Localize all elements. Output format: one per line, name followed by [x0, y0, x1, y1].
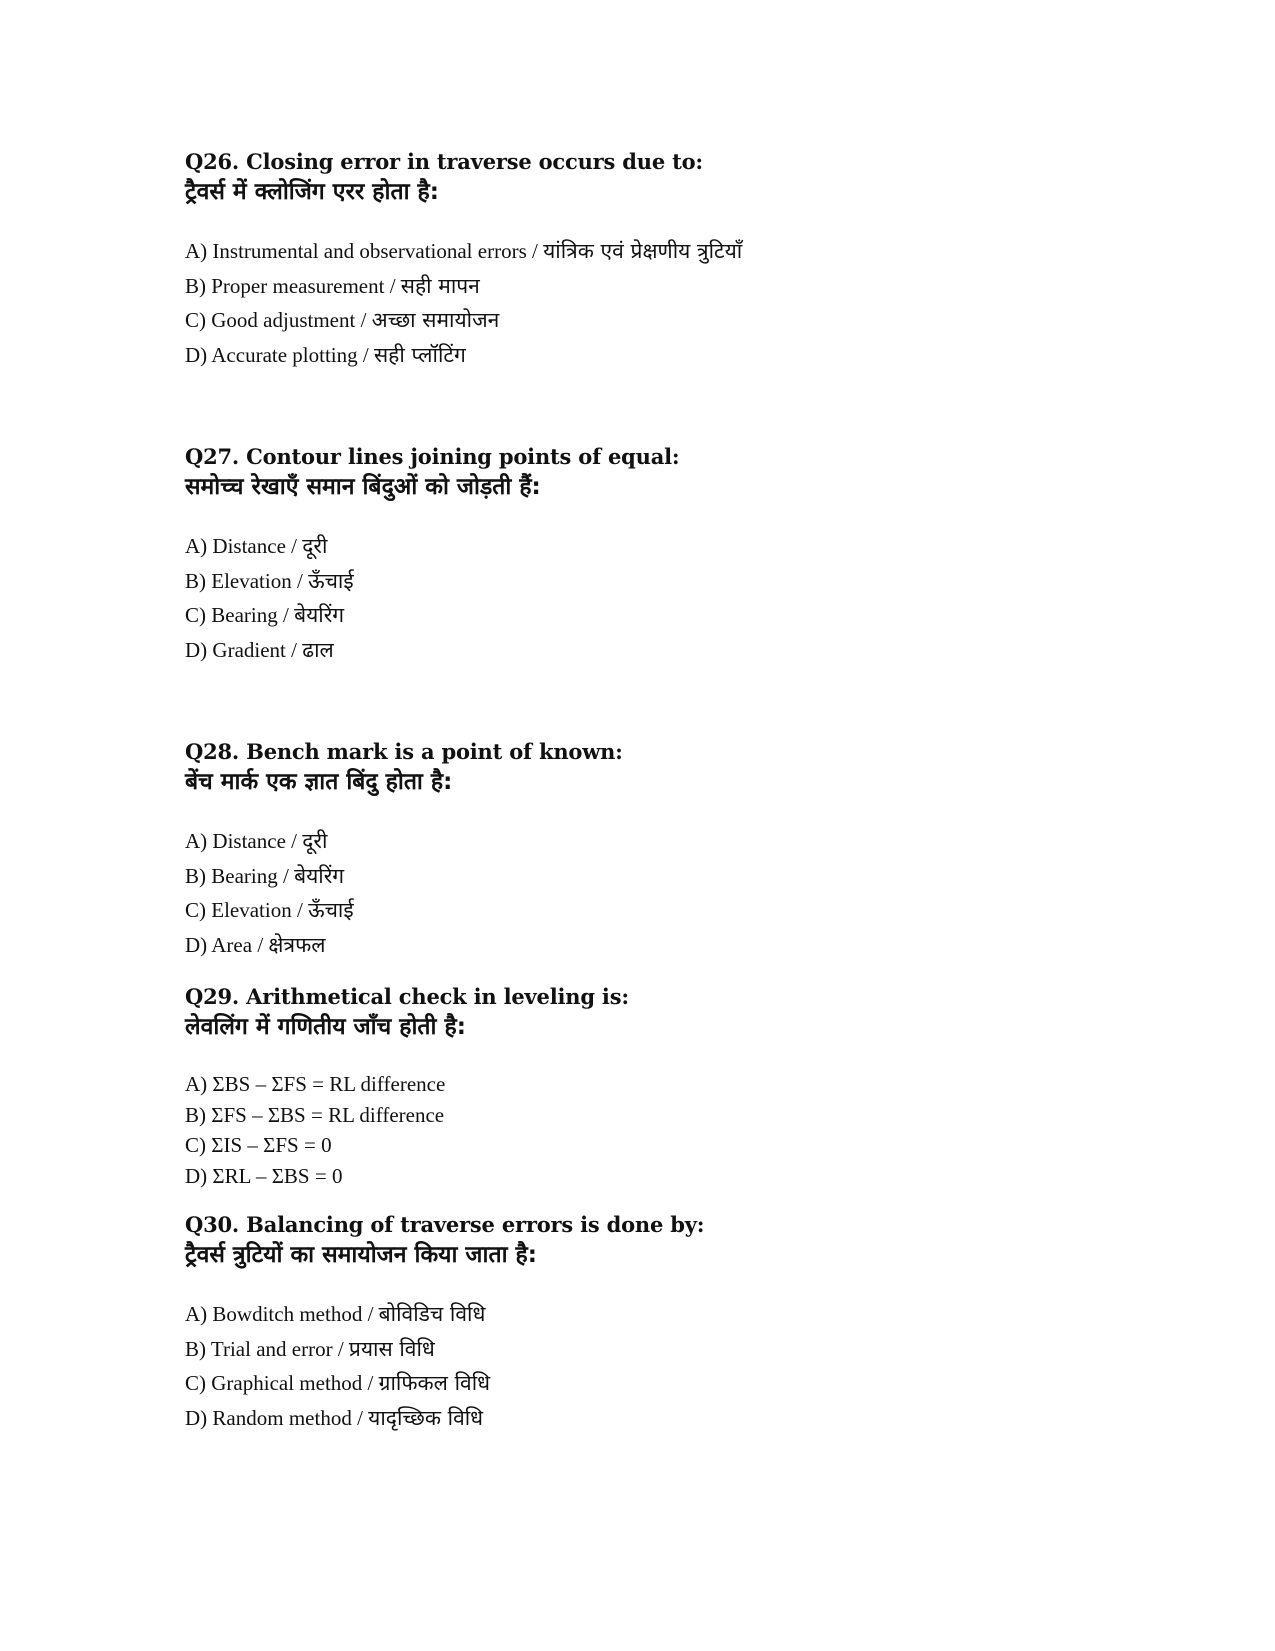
- option-d: D) Gradient / ढाल: [185, 637, 334, 662]
- option-c: C) Bearing / बेयरिंग: [185, 603, 345, 627]
- option-c: C) Graphical method / ग्राफिकल विधि: [185, 1371, 491, 1395]
- question-title-hindi: लेवलिंग में गणितीय जाँच होती है:: [185, 1014, 466, 1040]
- question-q26: [185, 148, 1085, 372]
- question-title-hindi: ट्रैवर्स में क्लोजिंग एरर होता है:: [185, 179, 439, 205]
- option-a: A) Instrumental and observational errors / यांत्रिक एवं प्रेक्षणीय त्रुटियाँ: [185, 239, 743, 263]
- question-title-hindi: समोच्च रेखाएँ समान बिंदुओं को जोड़ती हैं:: [185, 474, 541, 500]
- option-b: B) Trial and error / प्रयास विधि: [185, 1336, 435, 1361]
- option-b: B) Elevation / ऊँचाई: [185, 568, 354, 593]
- option-a: A) Distance / दूरी: [185, 534, 328, 558]
- option-a: A) ΣBS – ΣFS = RL difference: [185, 1072, 446, 1096]
- options-list: [185, 1069, 1085, 1191]
- question-title: Q28. Bench mark is a point of known:: [185, 739, 623, 764]
- question-q28: [185, 738, 1085, 962]
- option-c: C) Elevation / ऊँचाई: [185, 898, 354, 922]
- option-d: D) ΣRL – ΣBS = 0: [185, 1163, 343, 1188]
- question-q27: [185, 443, 1085, 667]
- option-b: B) Proper measurement / सही मापन: [185, 273, 480, 298]
- option-a: A) Distance / दूरी: [185, 829, 328, 853]
- question-title: Q26. Closing error in traverse occurs due to:: [185, 149, 703, 174]
- question-title-hindi: बेंच मार्क एक ज्ञात बिंदु होता है:: [185, 769, 453, 795]
- question-title: Q30. Balancing of traverse errors is done by:: [185, 1212, 705, 1237]
- option-d: D) Area / क्षेत्रफल: [185, 932, 326, 957]
- question-title-hindi: ट्रैवर्स त्रुटियों का समायोजन किया जाता है:: [185, 1242, 537, 1268]
- option-a: A) Bowditch method / बोविडिच विधि: [185, 1302, 486, 1326]
- option-b: B) Bearing / बेयरिंग: [185, 863, 345, 888]
- question-q30: [185, 1211, 1085, 1435]
- options-list: [185, 824, 1085, 962]
- option-b: B) ΣFS – ΣBS = RL difference: [185, 1102, 445, 1127]
- question-title: Q29. Arithmetical check in leveling is:: [185, 984, 629, 1009]
- options-list: [185, 529, 1085, 667]
- option-c: C) Good adjustment / अच्छा समायोजन: [185, 308, 500, 332]
- options-list: [185, 1297, 1085, 1435]
- question-q29: [185, 983, 1085, 1191]
- option-c: C) ΣIS – ΣFS = 0: [185, 1133, 332, 1157]
- option-d: D) Random method / यादृच्छिक विधि: [185, 1405, 484, 1430]
- options-list: [185, 234, 1085, 372]
- question-title: Q27. Contour lines joining points of equal:: [185, 444, 680, 469]
- option-d: D) Accurate plotting / सही प्लॉटिंग: [185, 342, 466, 367]
